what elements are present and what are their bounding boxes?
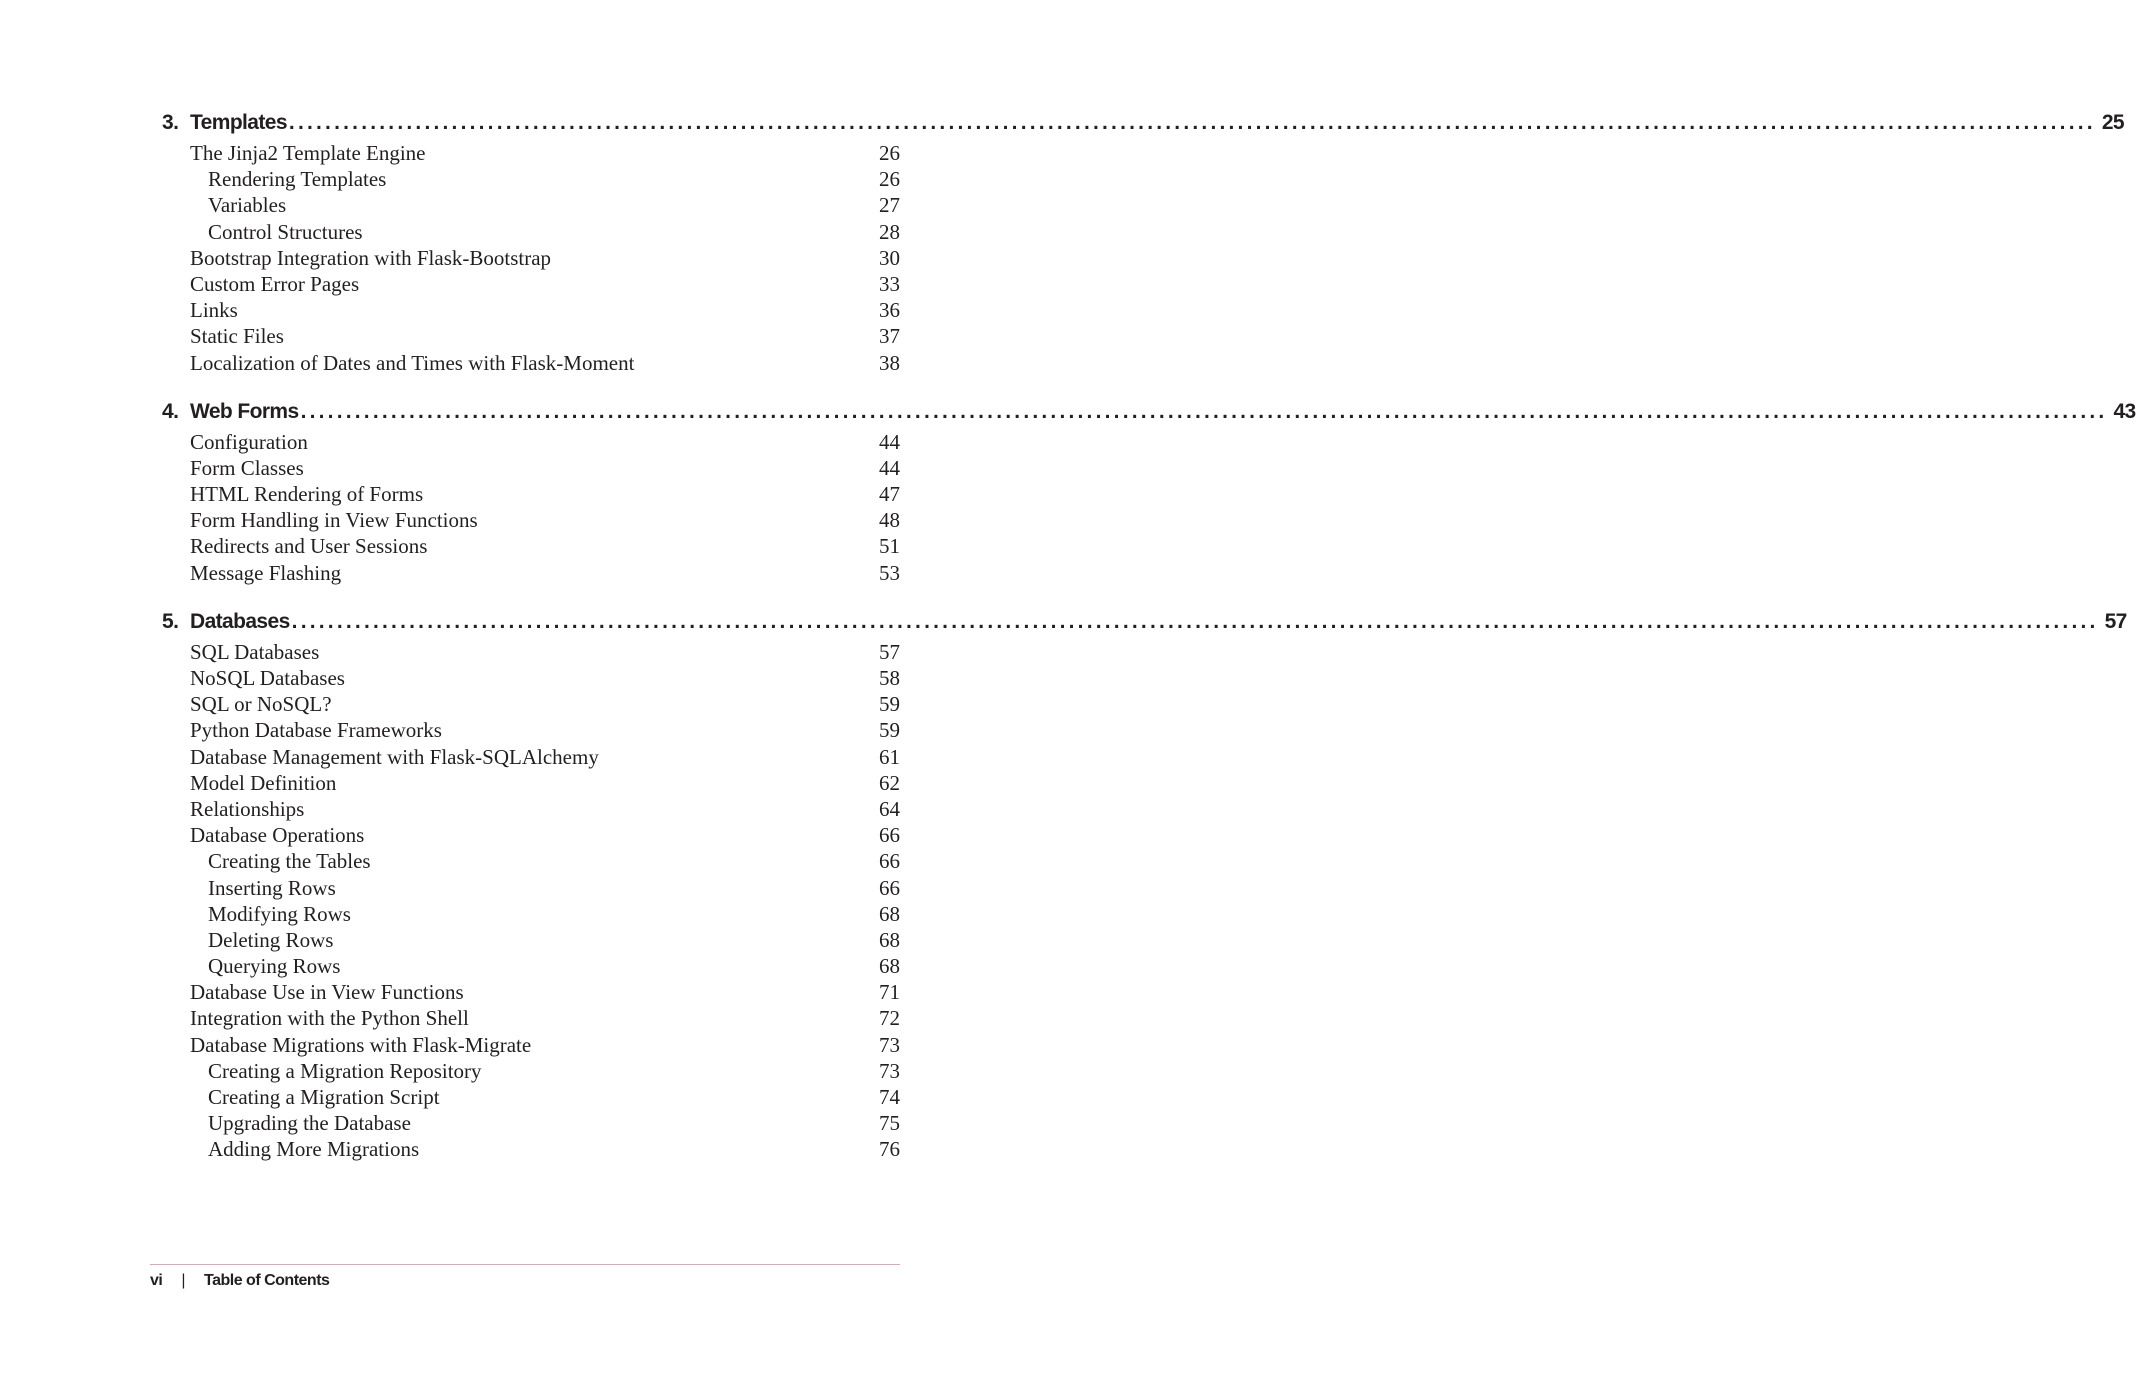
entry-title: Links: [190, 298, 238, 323]
toc-section-entry[interactable]: [162, 508, 900, 534]
entry-title: Creating the Tables: [208, 849, 371, 874]
chapter-page-number: 25: [2101, 111, 2124, 134]
entry-page-number: 37: [879, 324, 900, 349]
entry-page-number: 51: [879, 534, 900, 559]
toc-chapter: [162, 609, 2127, 1164]
entry-page-number: 28: [879, 219, 900, 244]
toc-section-entry[interactable]: [162, 1006, 900, 1032]
chapter-number: 5.: [162, 609, 179, 633]
entry-title: The Jinja2 Template Engine: [190, 141, 426, 165]
entry-title: Localization of Dates and Times with Flask-Moment: [190, 350, 635, 375]
toc-subsection-entry[interactable]: [162, 954, 900, 980]
toc-section-entry[interactable]: [162, 456, 900, 482]
toc-section-entry[interactable]: [162, 771, 900, 797]
entry-page-number: 73: [879, 1058, 900, 1083]
entry-page-number: 61: [879, 744, 900, 769]
entry-title: Form Classes: [190, 455, 304, 480]
entry-page-number: 75: [879, 1111, 900, 1136]
entry-title: SQL Databases: [190, 639, 320, 664]
chapter-number: 3.: [162, 111, 179, 134]
entry-page-number: 74: [879, 1085, 900, 1109]
toc-section-entry[interactable]: [162, 745, 900, 771]
toc-section-entry[interactable]: [162, 823, 900, 849]
entry-page-number: 71: [879, 980, 900, 1005]
entry-title: Creating a Migration Repository: [208, 1058, 482, 1083]
toc-section-entry[interactable]: [162, 141, 900, 167]
entry-page-number: 44: [879, 455, 900, 480]
toc-subsection-entry[interactable]: [162, 928, 900, 954]
entry-page-number: 36: [879, 298, 900, 323]
entry-page-number: 66: [879, 823, 900, 848]
entry-page-number: 72: [879, 1006, 900, 1031]
entry-title: Database Management with Flask-SQLAlchemy: [190, 744, 599, 769]
toc-section-entry[interactable]: [162, 246, 900, 272]
entry-page-number: 48: [879, 508, 900, 533]
toc-subsection-entry[interactable]: [162, 849, 900, 875]
toc-section-entry[interactable]: [162, 324, 900, 350]
toc-section-entry[interactable]: [162, 298, 900, 324]
entry-title: Custom Error Pages: [190, 271, 360, 296]
entry-title: Model Definition: [190, 770, 337, 795]
toc-chapter: [162, 111, 2124, 377]
toc-section-entry[interactable]: [162, 1033, 900, 1059]
entry-title: Control Structures: [208, 219, 363, 244]
chapter-heading[interactable]: [162, 111, 2124, 141]
chapter-heading[interactable]: [162, 609, 2127, 640]
dot-leader: ........................................................................................................................................................................................................: [288, 111, 2096, 134]
toc-subsection-entry[interactable]: [162, 1085, 900, 1111]
toc-section-entry[interactable]: [162, 482, 900, 508]
entry-title: Relationships: [190, 796, 305, 821]
toc-section-entry[interactable]: [162, 561, 900, 587]
toc-subsection-entry[interactable]: [162, 1137, 900, 1163]
chapter-title: Web Forms: [190, 399, 299, 423]
entry-page-number: 73: [879, 1032, 900, 1057]
footer-page-number: vi: [150, 1272, 163, 1289]
entry-page-number: 76: [879, 1137, 900, 1162]
toc-section-entry[interactable]: [162, 666, 900, 692]
entry-title: Integration with the Python Shell: [190, 1006, 469, 1031]
entry-title: Bootstrap Integration with Flask-Bootstrap: [190, 245, 552, 270]
entry-title: Adding More Migrations: [208, 1137, 420, 1162]
chapter-page-number: 43: [2113, 399, 2136, 423]
entry-title: Python Database Frameworks: [190, 718, 442, 743]
entry-page-number: 58: [879, 666, 900, 690]
entry-title: SQL or NoSQL?: [190, 692, 332, 717]
entry-page-number: 57: [879, 639, 900, 664]
entry-page-number: 26: [879, 141, 900, 165]
chapter-heading[interactable]: [162, 399, 2136, 430]
entry-title: Database Migrations with Flask-Migrate: [190, 1032, 532, 1057]
entry-page-number: 26: [879, 167, 900, 192]
toc-subsection-entry[interactable]: [162, 220, 900, 246]
entry-title: Rendering Templates: [208, 167, 387, 192]
toc-subsection-entry[interactable]: [162, 1059, 900, 1085]
entry-title: Database Use in View Functions: [190, 980, 464, 1005]
entry-title: Configuration: [190, 429, 308, 454]
toc-section-entry[interactable]: [162, 797, 900, 823]
entry-title: NoSQL Databases: [190, 666, 345, 690]
entry-title: Form Handling in View Functions: [190, 508, 478, 533]
table-of-contents: [162, 111, 2136, 1187]
toc-subsection-entry[interactable]: [162, 167, 900, 193]
chapter-title: Templates: [190, 111, 287, 134]
footer-section-title: Table of Contents: [204, 1272, 330, 1289]
toc-section-entry[interactable]: [162, 640, 900, 666]
toc-section-entry[interactable]: [162, 692, 900, 718]
toc-subsection-entry[interactable]: [162, 902, 900, 928]
toc-section-entry[interactable]: [162, 430, 900, 456]
entry-title: Message Flashing: [190, 560, 342, 585]
page-footer: [150, 1272, 329, 1294]
entry-page-number: 59: [879, 718, 900, 743]
entry-title: Inserting Rows: [208, 875, 336, 900]
entry-page-number: 53: [879, 560, 900, 585]
entry-page-number: 44: [879, 429, 900, 454]
entry-title: Redirects and User Sessions: [190, 534, 428, 559]
toc-subsection-entry[interactable]: [162, 1111, 900, 1137]
entry-page-number: 38: [879, 350, 900, 375]
entry-page-number: 27: [879, 193, 900, 218]
entry-page-number: 62: [879, 770, 900, 795]
entry-page-number: 66: [879, 849, 900, 874]
toc-section-entry[interactable]: [162, 980, 900, 1006]
entry-page-number: 59: [879, 692, 900, 717]
toc-section-entry[interactable]: [162, 351, 900, 377]
entry-title: Upgrading the Database: [208, 1111, 411, 1136]
toc-subsection-entry[interactable]: [162, 193, 900, 219]
entry-page-number: 47: [879, 482, 900, 507]
footer-separator: |: [181, 1272, 185, 1289]
entry-title: Database Operations: [190, 823, 365, 848]
entry-title: Modifying Rows: [208, 901, 351, 926]
entry-page-number: 66: [879, 875, 900, 900]
entry-title: Variables: [208, 193, 287, 218]
entry-page-number: 68: [879, 927, 900, 952]
entry-page-number: 68: [879, 954, 900, 979]
toc-section-entry[interactable]: [162, 272, 900, 298]
footer-rule: [150, 1264, 900, 1265]
dot-leader: ........................................................................................................................................................................................................: [300, 399, 2108, 423]
entry-title: Querying Rows: [208, 954, 341, 979]
toc-section-entry[interactable]: [162, 718, 900, 744]
toc-chapter: [162, 399, 2136, 587]
toc-subsection-entry[interactable]: [162, 876, 900, 902]
entry-page-number: 68: [879, 901, 900, 926]
entry-title: Static Files: [190, 324, 284, 349]
dot-leader: ........................................................................................................................................................................................................: [291, 609, 2099, 633]
chapter-title: Databases: [190, 609, 290, 633]
entry-title: Deleting Rows: [208, 927, 334, 952]
toc-section-entry[interactable]: [162, 534, 900, 560]
entry-page-number: 30: [879, 245, 900, 270]
chapter-page-number: 57: [2104, 609, 2127, 633]
entry-page-number: 64: [879, 796, 900, 821]
entry-title: Creating a Migration Script: [208, 1085, 440, 1109]
entry-title: HTML Rendering of Forms: [190, 482, 424, 507]
chapter-number: 4.: [162, 399, 179, 423]
entry-page-number: 33: [879, 271, 900, 296]
